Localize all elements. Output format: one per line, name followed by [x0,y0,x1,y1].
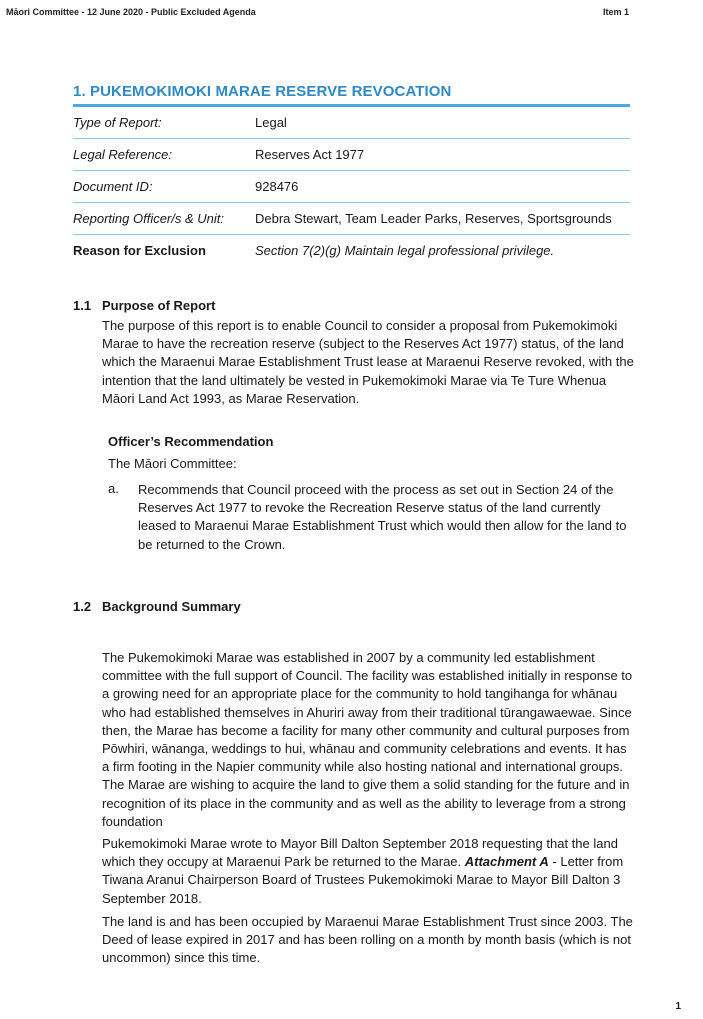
running-header-title: Māori Committee - 12 June 2020 - Public Excluded Agenda [6,7,256,17]
meta-label: Document ID: [73,171,255,203]
section-number: 1.2 [73,599,92,614]
meta-row [73,203,630,235]
report-title: 1. PUKEMOKIMOKI MARAE RESERVE REVOCATION [73,83,452,100]
meta-row [73,235,630,267]
report-meta-table [73,107,630,266]
section-number: 1.1 [73,298,92,313]
attachment-reference: Attachment A [464,854,549,870]
recommendation-intro: The Māori Committee: [108,456,237,471]
meta-row [73,107,630,139]
meta-label: Type of Report: [73,107,255,139]
meta-value: Section 7(2)(g) Maintain legal professional privilege. [255,243,555,258]
meta-row [73,171,630,203]
background-paragraph: The land is and has been occupied by Maraenui Marae Establishment Trust since 2003. The Deed of lease expired in 2017 and has been rolling on a month by month basis (which is not uncommon) since this time. [102,914,633,966]
background-paragraph [102,835,634,908]
meta-value: Debra Stewart, Team Leader Parks, Reserves, Sportsgrounds [255,203,630,235]
paragraph-text: Pukemokimoki Marae wrote to Mayor Bill Dalton September 2018 requesting that the land which they occupy at Maraenui Park be returned to the Marae. [102,836,618,870]
meta-row [73,139,630,171]
paragraph-text: - Letter from Tiwana Aranui Chairperson Board of Trustees Pukemokimoki Marae to Mayor Bill Dalton 3 September 2018. [102,854,624,906]
running-header-item: Item 1 [602,7,629,17]
background-paragraph: The Pukemokimoki Marae was established in 2007 by a community led establishment committee with the full support of Council. The facility was established initially in response to a growing need for an appropriate place for the community to hold tangihanga for whānau who had established themselves in Ahuriri away from their traditional tūrangawaewae. Since then, the Marae has become a facility for many other community and cultural purposes from Pōwhiri, wānanga, weddings to hui, whānau and community celebrations and events. It has a firm footing in the Napier community while also hosting national and international groups. The Marae are wishing to acquire the land to give them a solid standing for the future and in recognition of its place in the community and as well as the ability to leverage from a strong foundation [102,650,633,829]
recommendation-heading: Officer’s Recommendation [108,434,274,449]
section-heading: Purpose of Report [102,298,216,313]
meta-label: Legal Reference: [73,139,255,171]
meta-label: Reporting Officer/s & Unit: [73,203,255,235]
meta-value: Legal [255,107,630,139]
recommendation-item-label: a. [108,481,119,496]
meta-value: Reserves Act 1977 [255,139,630,171]
page-number: 1 [675,1001,681,1012]
meta-label: Reason for Exclusion [73,243,206,258]
purpose-paragraph: The purpose of this report is to enable Council to consider a proposal from Pukemokimoki Marae to have the recreation reserve (subject to the Reserves Act 1977) status, of the land which the Maraenui Marae Establishment Trust lease at Maraenui Reserve revoked, with the intention that the land ultimately be vested in Pukemokimoki Marae via Te Ture Whenua Māori Land Act 1993, as Marae Reservation. [102,318,634,406]
section-heading: Background Summary [102,599,241,614]
meta-value: 928476 [255,171,630,203]
recommendation-item-text: Recommends that Council proceed with the process as set out in Section 24 of the Reserves Act 1977 to revoke the Recreation Reserve status of the land currently leased to Maraenui Marae Establishment Trust which would then allow for the land to be returned to the Crown. [138,482,627,552]
